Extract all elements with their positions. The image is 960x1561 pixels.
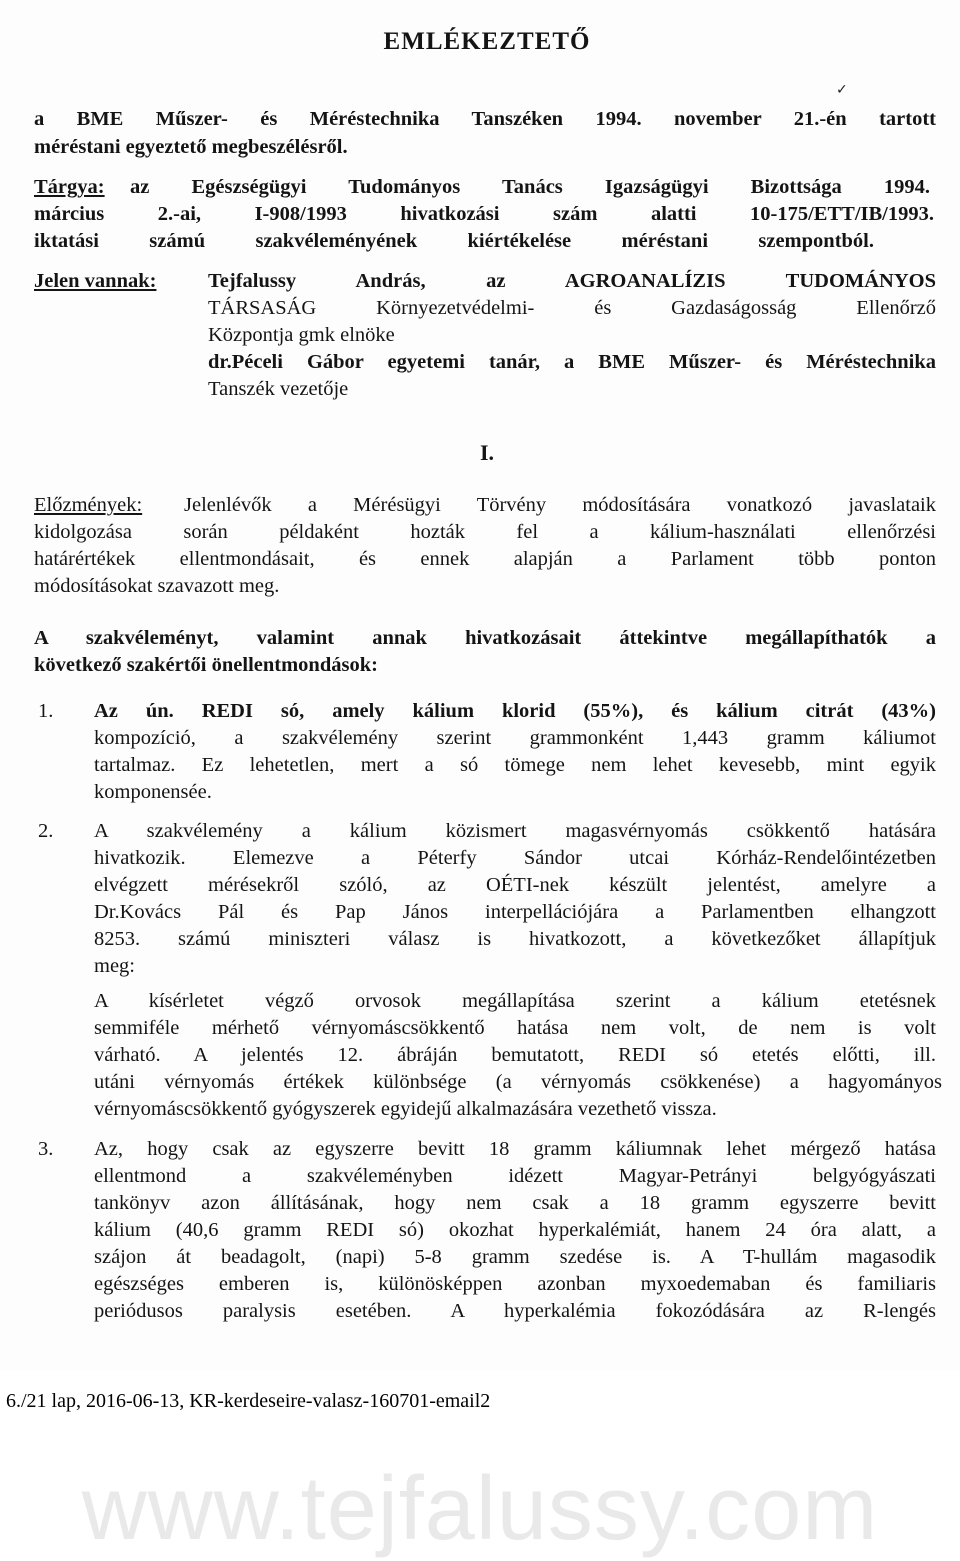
- item-line: kálium (40,6 gramm REDI só) okozhat hyperkalémiát, hanem 24 óra alatt, a: [94, 1219, 936, 1241]
- item-line: tartalmaz. Ez lehetetlen, mert a só tömege nem lehet kevesebb, mint egyik: [94, 754, 936, 776]
- memo-title: EMLÉKEZTETŐ: [383, 28, 591, 55]
- item-line: hivatkozik. Elemezve a Péterfy Sándor utcai Kórház-Rendelőintézetben: [94, 847, 936, 869]
- subject-line: iktatási számú szakvéleményének kiértékelése méréstani szempontból.: [34, 230, 874, 252]
- quote-line: semmiféle mérhető vérnyomáscsökkentő hatása nem volt, de nem is volt: [94, 1017, 936, 1039]
- background-line: kidolgozása során példaként hozták fel a kálium-használati ellenőrzési: [34, 521, 936, 543]
- item-number: 3.: [38, 1138, 54, 1160]
- item-number: 1.: [38, 700, 54, 722]
- item-line: Az, hogy csak az egyszerre bevitt 18 gramm káliumnak lehet mérgező hatása: [94, 1138, 936, 1160]
- subject-line: az Egészségügyi Tudományos Tanács Igazságügyi Bizottsága 1994.: [130, 176, 930, 198]
- quote-line: vérnyomáscsökkentő gyógyszerek egyidejű alkalmazására vezethető vissza.: [94, 1098, 717, 1120]
- present-line: TÁRSASÁG Környezetvédelmi- és Gazdaságosság Ellenőrző: [208, 297, 936, 319]
- quote-line: A kísérletet végző orvosok megállapítása szerint a kálium etetésnek: [94, 990, 936, 1012]
- present-line: Tejfalussy András, az AGROANALÍZIS TUDOMÁNYOS: [208, 270, 936, 292]
- background-line: határértékek ellentmondásait, és ennek alapján a Parlament több ponton: [34, 548, 936, 570]
- website-watermark: www.tejfalussy.com: [81, 1459, 879, 1559]
- background-line: Jelenlévők a Mérésügyi Törvény módosítására vonatkozó javaslataik: [184, 494, 936, 516]
- item-line: elvégzett mérésekről szóló, az OÉTI-nek készült jelentést, amelyre a: [94, 874, 936, 896]
- item-line: egészséges emberen is, különösképpen azonban myxoedemaban és familiaris: [94, 1273, 936, 1295]
- item-line: ellentmond a szakvéleményben idézett Magyar-Petrányi belgyógyászati: [94, 1165, 936, 1187]
- present-line: dr.Péceli Gábor egyetemi tanár, a BME Műszer- és Méréstechnika: [208, 351, 936, 373]
- subject-label: Tárgya:: [34, 176, 105, 198]
- background-line: módosításokat szavazott meg.: [34, 575, 280, 597]
- findings-intro-line: következő szakértői önellentmondások:: [34, 654, 378, 676]
- present-line: Központja gmk elnöke: [208, 324, 395, 346]
- item-line: tankönyv azon állításának, hogy nem csak a 18 gramm egyszerre bevitt: [94, 1192, 936, 1214]
- item-line: Dr.Kovács Pál és Pap János interpellációjára a Parlamentben elhangzott: [94, 901, 936, 923]
- handwritten-checkmark: ✓: [836, 82, 848, 98]
- item-line: kompozíció, a szakvélemény szerint grammonként 1,443 gramm káliumot: [94, 727, 936, 749]
- findings-intro-line: A szakvéleményt, valamint annak hivatkozásait áttekintve megállapíthatók a: [34, 627, 936, 649]
- item-line: periódusos paralysis esetében. A hyperkalémia fokozódására az R-lengés: [94, 1300, 936, 1322]
- present-label: Jelen vannak:: [34, 270, 157, 292]
- item-line: Az ún. REDI só, amely kálium klorid (55%), és kálium citrát (43%): [94, 700, 936, 722]
- quote-line: várható. A jelentés 12. ábráján bemutatott, REDI só etetés előtti, ill.: [94, 1044, 936, 1066]
- intro-line: a BME Műszer- és Méréstechnika Tanszéken 1994. november 21.-én tartott: [34, 108, 936, 130]
- item-number: 2.: [38, 820, 54, 842]
- present-line: Tanszék vezetője: [208, 378, 349, 400]
- page-footer: 6./21 lap, 2016-06-13, KR-kerdeseire-valasz-160701-email2: [6, 1390, 491, 1412]
- item-line: meg:: [94, 955, 135, 977]
- subject-line: március 2.-ai, I-908/1993 hivatkozási szám alatti 10-175/ETT/IB/1993.: [34, 203, 934, 225]
- background-label: Előzmények:: [34, 494, 143, 516]
- item-line: A szakvélemény a kálium közismert magasvérnyomás csökkentő hatására: [94, 820, 936, 842]
- quote-line: utáni vérnyomás értékek különbsége (a vérnyomás csökkenése) a hagyományos: [94, 1071, 942, 1093]
- item-line: 8253. számú miniszteri válasz is hivatkozott, a következőket állapítjuk: [94, 928, 936, 950]
- section-numeral: I.: [479, 440, 495, 465]
- item-line: szájon át beadagolt, (napi) 5-8 gramm szedése is. A T-hullám magasodik: [94, 1246, 936, 1268]
- intro-line: méréstani egyeztető megbeszélésről.: [34, 136, 348, 158]
- item-line: komponensée.: [94, 781, 212, 803]
